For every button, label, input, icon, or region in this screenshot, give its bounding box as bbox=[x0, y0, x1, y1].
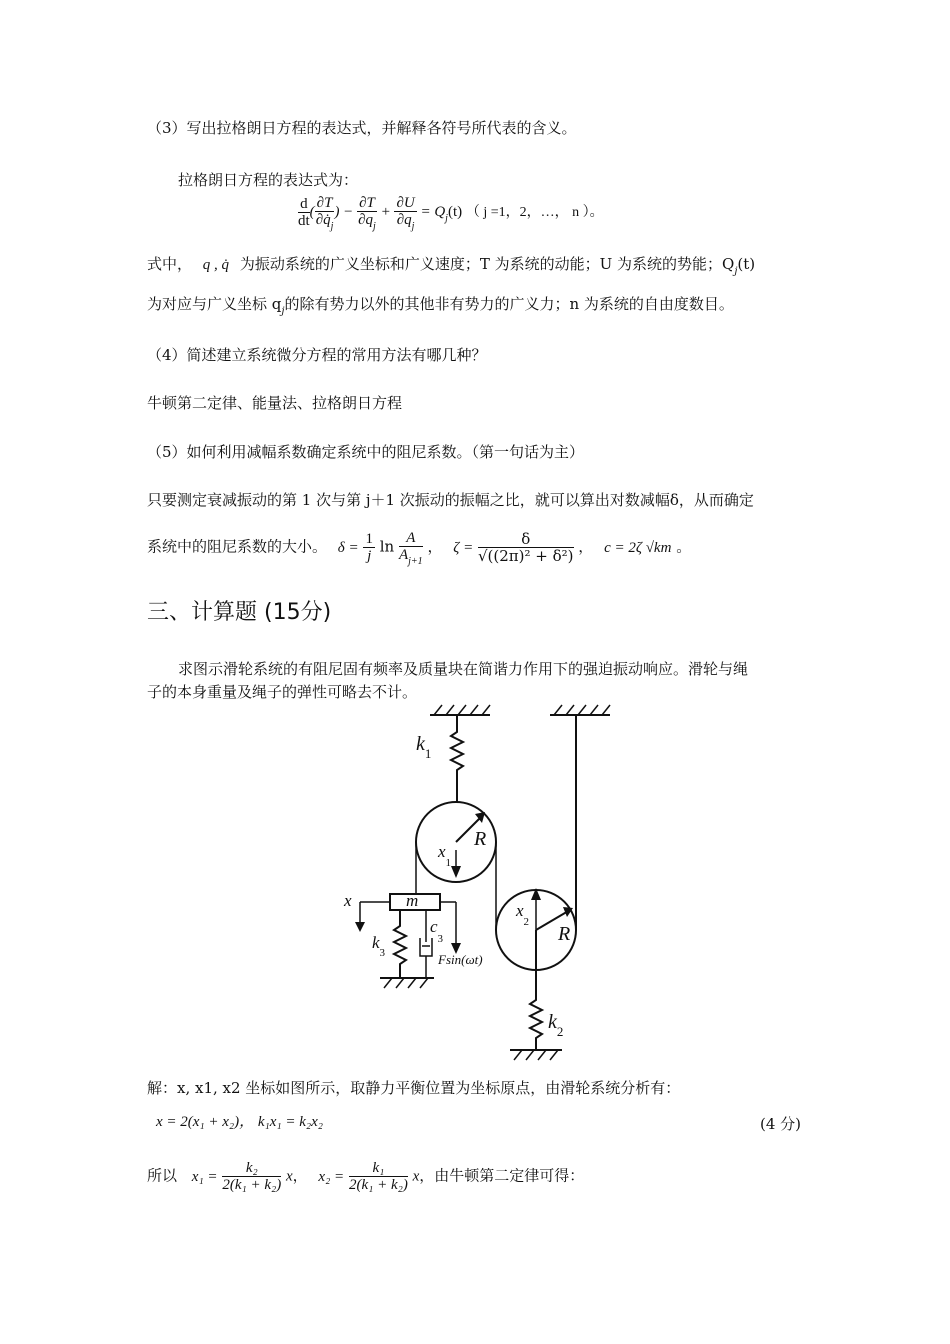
lagrange-equation: $\frac{d}{dt}$ ( $\frac{\partial T}{\partial q̇_j}$ ) − $\frac{\partial T}{\partial q_j}$ + $\frac{\partial U}{\partial q_j}$ = $Q_j(t)$ （ j =1，2，…， n ）。 bbox=[298, 195, 604, 232]
eq-t2-frac: $\frac{\partial T}{\partial q_j}$ bbox=[358, 195, 376, 232]
x1-frac: $\frac{\text{k₂}}{\text{2(k₁ + k₂)}}$ bbox=[222, 1160, 282, 1193]
solution-x-relations: 所以 x₁ = $\frac{\text{k₂}}{\text{2(k₁ + k₂)}}$ x， x₂ = $\frac{\text{k₁}}{\text{2(k₁ + k₂)}}$ x，由牛顿第二定律可得： bbox=[147, 1160, 585, 1193]
label-k3: $k_3$ bbox=[372, 933, 386, 959]
x1-arrowhead bbox=[451, 866, 461, 878]
label-x: x bbox=[344, 891, 352, 910]
spring-k2 bbox=[530, 930, 542, 1050]
label-force: Fsin(ωt) bbox=[438, 952, 483, 967]
pulley-system-figure bbox=[330, 700, 620, 1075]
q4-answer: 牛顿第二定律、能量法、拉格朗日方程 bbox=[147, 394, 403, 412]
x-arrowhead bbox=[355, 922, 365, 932]
eq-d-frac: $\frac{d}{dt}$ bbox=[298, 196, 310, 229]
label-k2: $k_2$ bbox=[548, 1011, 564, 1039]
delta-amp-ratio: $\frac{A}{A_{j+1}}$ bbox=[398, 530, 423, 567]
q5-answer-line1: 只要测定衰减振动的第 1 次与第 j＋1 次振动的振幅之比，就可以算出对数减幅δ，从而确定 bbox=[147, 491, 754, 509]
eq-range: （ j =1，2，…， n ）。 bbox=[465, 204, 604, 220]
eq-t1-frac: $\frac{\partial T}{\partial q̇_j}$ bbox=[315, 195, 334, 232]
label-x1: $x_1$ bbox=[438, 842, 452, 869]
label-c3: $c_3$ bbox=[430, 917, 444, 945]
label-x2: $x_2$ bbox=[516, 901, 530, 928]
q5-question: （5）如何利用减幅系数确定系统中的阻尼系数。（第一句话为主） bbox=[147, 443, 585, 461]
hatch-bottom-left bbox=[384, 978, 428, 988]
q3-intro: 拉格朗日方程的表达式为： bbox=[178, 171, 359, 189]
q4-question: （4）简述建立系统微分方程的常用方法有哪几种？ bbox=[147, 346, 487, 364]
spring-k1 bbox=[451, 715, 463, 802]
problem-line2: 子的本身重量及绳子的弹性可略去不计。 bbox=[147, 683, 418, 701]
label-R-top: R bbox=[474, 828, 487, 850]
solution-eq1: x = 2(x₁ + x₂)， k₁x₁ = k₂x₂ bbox=[156, 1114, 323, 1130]
label-R-bottom: R bbox=[558, 923, 571, 945]
q5-answer-line2: 系统中的阻尼系数的大小。 δ = $\frac{1}{j}$ ln $\frac{A}{A_{j+1}}$ ， ζ = $\frac{\delta}{\text{√((2π)² + δ²)}}$ ， c = 2ζ √km 。 bbox=[147, 530, 692, 567]
q3-question: （3）写出拉格朗日方程的表达式，并解释各符号所代表的含义。 bbox=[147, 119, 577, 137]
delta-one-over-j: $\frac{1}{j}$ bbox=[365, 531, 373, 564]
q3-explain-line1: 式中， q , q̇ 为振动系统的广义坐标和广义速度；T 为系统的动能；U 为系统的势能；$Q_j(t)$ bbox=[147, 255, 756, 277]
hatch-top-right bbox=[554, 705, 610, 715]
eq-t3-frac: $\frac{\partial U}{\partial q_j}$ bbox=[396, 195, 415, 232]
q3-explain-line2: 为对应与广义坐标 $q_j$的除有势力以外的其他非有势力的广义力；n 为系统的自由度数目。 bbox=[147, 295, 734, 317]
eq-rhs: Q bbox=[434, 203, 446, 220]
label-k1: $k_1$ bbox=[416, 733, 432, 761]
x2-frac: $\frac{\text{k₁}}{\text{2(k₁ + k₂)}}$ bbox=[348, 1160, 408, 1193]
zeta-frac: $\frac{\delta}{\text{√((2π)² + δ²)}}$ bbox=[477, 530, 574, 565]
solution-score: (4 分) bbox=[760, 1115, 802, 1133]
hatch-top-left bbox=[434, 705, 490, 715]
solution-intro: 解：x, x1, x2 坐标如图所示，取静力平衡位置为坐标原点，由滑轮系统分析有： bbox=[147, 1079, 681, 1097]
label-m: m bbox=[406, 891, 419, 910]
hatch-bottom-right bbox=[514, 1050, 558, 1060]
spring-k3 bbox=[394, 910, 406, 978]
section3-title: 三、计算题 (15分) bbox=[147, 600, 332, 625]
problem-line1: 求图示滑轮系统的有阻尼固有频率及质量块在简谐力作用下的强迫振动响应。滑轮与绳 bbox=[178, 660, 749, 678]
